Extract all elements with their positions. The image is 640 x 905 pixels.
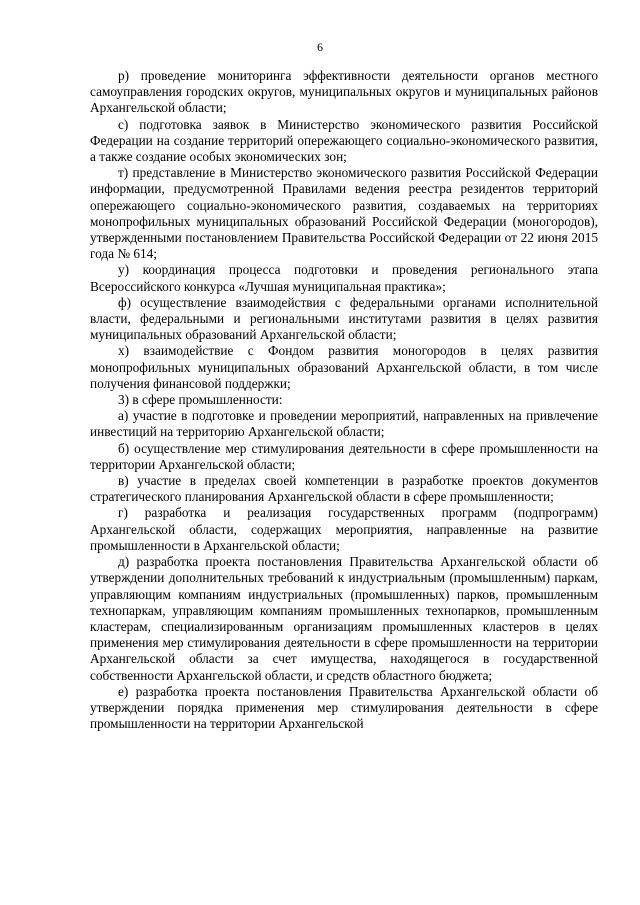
paragraph-e: е) разработка проекта постановления Правительства Архангельской области об утверждении порядка применения мер стимулирования деятельности в сфере промышленности на территории Архангельской [90, 683, 598, 732]
section-heading-industry: 3) в сфере промышленности: [118, 392, 283, 408]
paragraph-t: т) представление в Министерство экономического развития Российской Федерации информации, предусмотренной Правилами ведения реестра резидентов территорий опережающего социально-экономического развития, создаваемых на территориях монопрофильных муниципальных образований Российской Федерации (моногородов), утвержденными постановлением Правительства Российской Федерации от 22 июня 2015 года № 614; [90, 165, 598, 262]
document-body [90, 68, 598, 732]
paragraph-v: в) участие в пределах своей компетенции в разработке проектов документов стратегического планирования Архангельской области в сфере промышленности; [90, 473, 598, 505]
paragraph-d: д) разработка проекта постановления Правительства Архангельской области об утверждении дополнительных требований к индустриальным (промышленным) паркам, управляющим компаниям индустриальных (промышленных) парков, промышленным технопаркам, управляющим компаниям промышленных технопарков, промышленным кластерам, специализированным организациям промышленных кластеров в целях применения мер стимулирования деятельности в сфере промышленности на территории Архангельской области за счет имущества, находящегося в государственной собственности Архангельской области, и средств областного бюджета; [90, 554, 598, 683]
paragraph-a: а) участие в подготовке и проведении мероприятий, направленных на привлечение инвестиций на территорию Архангельской области; [90, 408, 598, 440]
paragraph-f: ф) осуществление взаимодействия с федеральными органами исполнительной власти, федеральными и региональными институтами развития в целях развития муниципальных образований Архангельской области; [90, 294, 598, 343]
paragraph-g: г) разработка и реализация государственных программ (подпрограмм) Архангельской области, содержащих мероприятия, направленные на развитие промышленности в Архангельской области; [90, 505, 598, 553]
page-number: 6 [317, 40, 323, 54]
paragraph-kh: х) взаимодействие с Фондом развития моногородов в целях развития монопрофильных муниципальных образований Архангельской области, в том числе получения финансовой поддержки; [90, 343, 598, 391]
paragraph-r: р) проведение мониторинга эффективности деятельности органов местного самоуправления городских округов, муниципальных округов и муниципальных районов Архангельской области; [90, 68, 598, 116]
paragraph-b: б) осуществление мер стимулирования деятельности в сфере промышленности на территории Архангельской области; [90, 440, 598, 472]
paragraph-u: у) координация процесса подготовки и проведения регионального этапа Всероссийского конкурса «Лучшая муниципальная практика»; [90, 262, 598, 294]
paragraph-s: с) подготовка заявок в Министерство экономического развития Российской Федерации на создание территорий опережающего социально-экономического развития, а также создание особых экономических зон; [90, 116, 598, 165]
